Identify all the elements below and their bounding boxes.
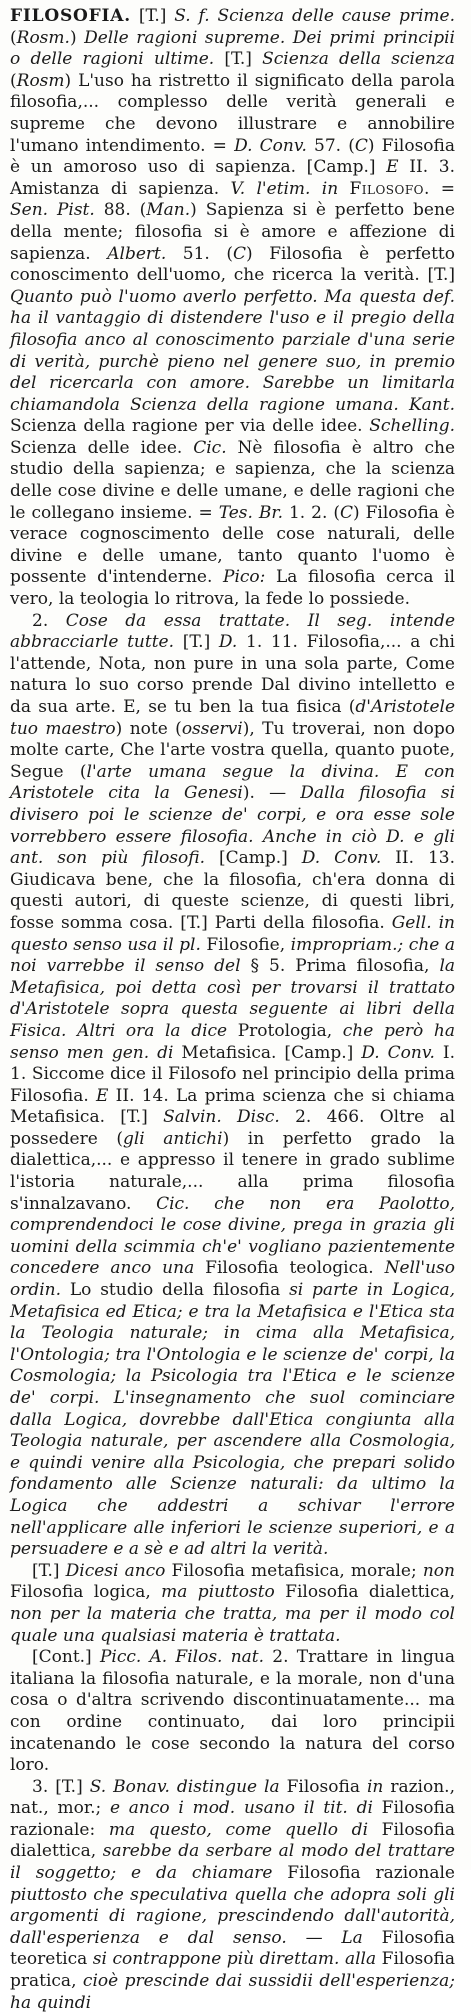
italic-run: Pico: <box>223 567 266 588</box>
italic-run: Gell. in questo senso usa il pl. <box>10 912 455 955</box>
text-run: ) Filosofia è perfetto conoscimento dell'uomo, che ricerca la verità. [T.] <box>10 243 455 286</box>
italic-run: Cic. <box>193 437 227 458</box>
italic-run: D. Conv. <box>301 848 382 869</box>
italic-run: che però ha senso men gen. di <box>10 1020 455 1063</box>
text-run: ) note ( <box>115 718 182 739</box>
text-run: 2. <box>32 610 66 631</box>
italic-run: Sen. Pist. <box>10 200 95 221</box>
text-run: ). — <box>242 783 301 804</box>
small-caps-run: Filosofo <box>349 178 425 199</box>
text-run: Scienza della ragione per via delle idee. <box>10 416 370 437</box>
italic-run: d'Aristotele tuo maestro <box>10 697 455 739</box>
italic-run: V. l'etim. in <box>230 178 350 199</box>
text-run: II. 3. Amistanza di sapienza. <box>10 157 455 199</box>
italic-run: si contrappone più direttam. alla <box>92 1949 377 1970</box>
italic-run: C <box>233 243 247 264</box>
italic-run: sarebbe da serbare al modo del trattare il soggetto; e da chiamare <box>10 1841 455 1884</box>
italic-run: non per la materia che tratta, ma per il modo col quale una qualsiasi materia è trattata. <box>10 1603 455 1646</box>
dictionary-entry-filosofia <box>10 6 455 2014</box>
italic-run: cioè prescinde dai sussidii dell'esperienza; ha quindi <box>10 1971 455 2013</box>
italic-run: D. Conv. <box>234 135 307 156</box>
text-run: Metafisica. [Camp.] <box>173 1042 362 1063</box>
italic-run: S. f. Scienza delle cause prime. <box>174 6 455 26</box>
text-run: I. 1. Siccome dice il Filosofo nel principio della prima Filosofia. <box>10 1042 455 1106</box>
text-run: ) <box>69 27 85 48</box>
text-run: 2. 466. Oltre al possedere ( <box>10 1107 456 1149</box>
dicesi-paragraph <box>10 1561 455 1647</box>
italic-run: Schelling. <box>369 416 455 437</box>
text-run: ) Filosofia è verace cognoscimento delle cose naturali, delle divine e delle umane, tanto quanto l'uomo è possente d'intenderne. <box>10 502 455 588</box>
italic-run: impropriam.; che a noi varrebbe il senso del <box>10 934 455 977</box>
text-run: . = <box>424 178 455 199</box>
italic-run: D. <box>218 632 238 653</box>
italic-run: Picc. A. Filos. nat. <box>99 1647 265 1668</box>
text-run: 2. Trattare in lingua italiana la filosofia naturale, e la morale, non d'una cosa o d'altra scrivendo discontinuatamente... ma con ordine continuato, dai loro principii incatenando le cose secondo la natura del corso loro. <box>10 1647 455 1776</box>
headword: FILOSOFIA. <box>10 6 131 26</box>
text-run: [T.] <box>224 49 263 70</box>
sense-2-paragraph <box>10 611 455 1561</box>
text-run: 1. 11. Filosofia,... a chi l'attende, Nota, non pure in una sola parte, Come natura lo suo corso prende Dal divino intelletto e da sua arte. E, se tu ben la tua fisica ( <box>10 632 455 717</box>
italic-run: Nell'uso ordin. <box>10 1258 455 1301</box>
italic-run: Dicesi anco <box>65 1560 166 1581</box>
text-run: [Cont.] <box>32 1647 100 1668</box>
text-run: Filosofia teoretica <box>10 1927 455 1970</box>
italic-run: C <box>339 502 353 523</box>
italic-run: Quanto può l'uomo averlo perfetto. Ma questa def. ha il vantaggio di distendere l'uso e il pregio della filosofia anco al conoscimento parziale d'una serie di verità, purchè pieno nel genere suo, in premio del ricercarla con amore. Sarebbe un limitarla chiamandola Scienza della ragione umana. Kant. <box>10 286 455 415</box>
italic-run: ma piuttosto <box>161 1582 275 1603</box>
text-run: Lo studio della filosofia <box>61 1280 290 1301</box>
italic-run: Rosm. <box>16 27 70 48</box>
italic-run: S. Bonav. distingue la <box>89 1776 280 1797</box>
text-run: ) L'uso ha ristretto il significato della parola filosofia,... complesso delle verità generali e supreme che devono illustrare e annobilire l'umano intendimento. = <box>10 70 455 156</box>
italic-run: Rosm <box>16 70 65 91</box>
text-run: Filosofia <box>279 1776 367 1797</box>
italic-run: e anco i mod. usano il tit. di <box>109 1798 373 1819</box>
text-run: ) Filosofia è un amoroso uso di sapienza. [Camp.] <box>10 135 456 178</box>
italic-run: l'arte umana segue la divina. E con Aristotele cita la Genesi <box>10 761 456 804</box>
text-run: Filosofia pratica, <box>10 1949 455 1992</box>
italic-run: si parte in Logica, Metafisica ed Etica; e tra la Metafisica e l'Etica sta la Teologia naturale; in cima alla Metafisica, l'Ontologia; tra l'Ontologia e le scienze de' corpi, la Cosmologia; la Psicologia tra l'Etica e le scienze de' corpi. L'insegnamento che suol cominciare dalla Logica, dovrebbe dall'Etica congiunta alla Teologia naturale, per ascendere alla Cosmologia, e quindi venire alla Psicologia, che prepari solido fondamento alle Scienze naturali: da ultimo la Logica che addestri a schivar l'errore nell'applicare alle inferiori le scienze superiori, e a persuadere e a sè e ad altri la verità. <box>10 1280 455 1560</box>
text-run: Filosofia logica, <box>10 1582 162 1603</box>
text-run: Protologia, <box>227 1020 343 1041</box>
italic-run: in <box>366 1776 384 1797</box>
text-run: Filosofia dialettica, <box>274 1582 456 1603</box>
italic-run: C <box>354 135 368 156</box>
italic-run: osservi <box>181 718 243 739</box>
text-run: 3. [T.] <box>32 1776 90 1797</box>
text-run: [Camp.] <box>205 848 302 869</box>
text-run: II. 13. Giudicava bene, che la filosofia, ch'era donna di questi autori, di queste scienze, di questi libri, fosse somma cosa. [T.] Parti della filosofia. <box>10 848 455 933</box>
italic-run: Delle ragioni supreme. Dei primi principii o delle ragioni ultime. <box>10 27 455 70</box>
italic-run: E <box>386 157 399 178</box>
italic-run: Man. <box>146 200 191 221</box>
text-run: 88. ( <box>94 200 147 221</box>
italic-run: D. Conv. <box>361 1042 435 1063</box>
italic-run: Scienza della scienza <box>262 49 456 70</box>
italic-run: E <box>95 1085 109 1106</box>
italic-run: Cose da essa trattate. Il seg. intende abbracciarle tutte. <box>10 610 456 653</box>
italic-run: Dalla filosofia si divisero poi le scienze de' corpi, e ora esse sole vorrebbero essere filosofia. Anche in ciò D. e gli ant. son più filosofi. <box>10 783 456 869</box>
text-run: Filosofia razionale <box>272 1863 455 1884</box>
italic-run: non <box>422 1560 455 1581</box>
text-run: II. 14. La prima scienza che si chiama Metafisica. [T.] <box>10 1085 456 1128</box>
text-run: Filosofia metafisica, morale; <box>165 1560 423 1581</box>
italic-run: ma questo, come quello di <box>108 1819 369 1840</box>
text-run: ) in perfetto grado la dialettica,... e appresso il tenere in grado sublime l'istoria naturale,... alla prima filosofia s'innalzavano. <box>10 1128 456 1214</box>
text-run: ( <box>10 70 17 91</box>
text-run: 1. 2. ( <box>283 502 340 523</box>
text-run: ), Tu troverai, non dopo molte carte, Che l'arte vostra quella, quanto puote, Segue ( <box>10 718 455 782</box>
italic-run: gli antichi <box>122 1128 223 1149</box>
text-run: [T.] <box>32 1560 66 1581</box>
text-run: La filosofia cerca il vero, la teologia lo ritrova, la fede lo possiede. <box>10 567 455 610</box>
text-run: [T.] <box>131 6 175 26</box>
text-run: Filosofia razionale: <box>10 1798 456 1840</box>
italic-run: Albert. <box>107 243 167 264</box>
italic-run: Cic. che non era Paolotto, comprendendoci le cose divine, prega in grazia gli uomini della scimmia ch'e' vogliano pazientemente concedere anco una <box>10 1193 455 1279</box>
text-run: Scienza delle idee. <box>10 437 194 458</box>
text-run: Filosofia dialettica, <box>10 1819 455 1862</box>
italic-run: Salvin. Disc. <box>163 1107 280 1128</box>
text-run: 51. ( <box>166 243 234 264</box>
text-run: Nè filosofia è altro che studio della sapienza; e sapienza, che la scienza delle cose divine e delle umane, e delle ragioni che le collegano insieme. = <box>10 437 456 523</box>
text-run: [T.] <box>182 632 219 653</box>
cont-picc-paragraph <box>10 1647 455 1777</box>
italic-run: piuttosto che speculativa quella che adopra soli gli argomenti di ragione, prescindendo dall'autorità, dall'esperienza e dal senso. — La <box>10 1884 455 1948</box>
text-run: § 5. Prima filosofia, <box>240 956 440 977</box>
sense-1-paragraph <box>10 6 455 611</box>
text-run: Filosofie, <box>200 934 291 955</box>
italic-run: Tes. Br. <box>218 502 284 523</box>
text-run: razion., nat., mor.; <box>10 1776 455 1819</box>
text-run: 57. ( <box>306 135 355 156</box>
text-run: ( <box>10 27 17 48</box>
text-run: ) Sapienza si è perfetto bene della mente; filosofia si è amore e affezione di sapienza. <box>10 200 455 264</box>
italic-run: la Metafisica, poi detta così per trovarsi il trattato d'Aristotele sopra questa seguente ai libri della Fisica. Altri ora la dice <box>10 956 456 1041</box>
text-run: Filosofia teologica. <box>194 1258 385 1279</box>
sense-3-paragraph <box>10 1777 455 2014</box>
